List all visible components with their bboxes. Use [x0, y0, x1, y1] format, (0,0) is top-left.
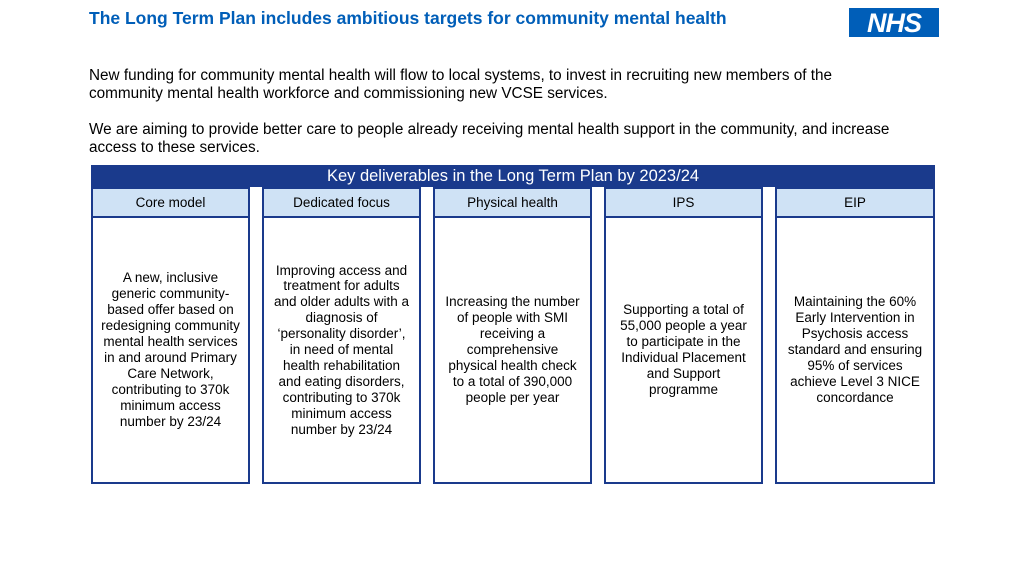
column-body	[435, 218, 590, 482]
column-heading: Dedicated focus	[264, 189, 419, 218]
column-heading: Core model	[93, 189, 248, 218]
page-title: The Long Term Plan includes ambitious targets for community mental health	[89, 8, 727, 28]
column-body-text: Maintaining the 60% Early Intervention in Psychosis access standard and ensuring 95% of services achieve Level 3 NICE concordance	[787, 294, 923, 405]
nhs-logo: NHS	[849, 8, 939, 37]
intro-paragraph-aims: We are aiming to provide better care to people already receiving mental health support in the community, and increase access to these services.	[89, 121, 890, 156]
column-body-text: Increasing the number of people with SMI receiving a comprehensive physical health check to a total of 390,000 people per year	[445, 294, 580, 405]
column-body-text: Supporting a total of 55,000 people a year to participate in the Individual Placement and Support programme	[620, 302, 747, 397]
column-body	[93, 218, 248, 482]
deliverable-column-physical-health	[433, 187, 592, 484]
intro-paragraph-funding: New funding for community mental health will flow to local systems, to invest in recruiting new members of the community mental health workforce and commissioning new VCSE services.	[89, 67, 833, 102]
column-body-text: A new, inclusive generic community-based offer based on redesigning community mental health services in and around Primary Care Network, contributing to 370k minimum access number by 23/24	[101, 270, 240, 429]
column-heading: EIP	[777, 189, 933, 218]
deliverable-column-core-model	[91, 187, 250, 484]
column-heading: IPS	[606, 189, 761, 218]
column-body-text: Improving access and treatment for adults and older adults with a diagnosis of ‘personality disorder’, in need of mental health rehabilitation and eating disorders, contributing to 370k minimum access number by 23/24	[273, 262, 410, 437]
deliverable-column-ips	[604, 187, 763, 484]
column-body	[777, 218, 933, 482]
deliverables-banner: Key deliverables in the Long Term Plan by 2023/24	[91, 165, 935, 187]
deliverable-column-dedicated-focus	[262, 187, 421, 484]
column-heading: Physical health	[435, 189, 590, 218]
deliverable-column-eip	[775, 187, 935, 484]
column-body	[264, 218, 419, 482]
column-body	[606, 218, 761, 482]
